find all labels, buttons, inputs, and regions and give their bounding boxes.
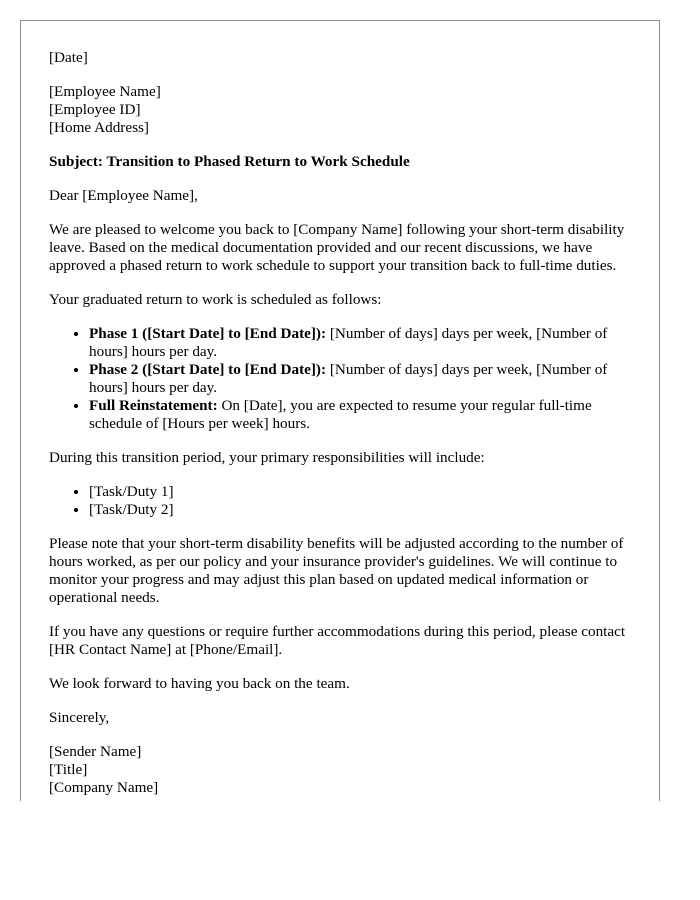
schedule-intro: Your graduated return to work is scheduled as follows: [49, 291, 382, 308]
schedule-item-text: [Number of days] days per week, [Number of hours] hours per day. [89, 361, 608, 396]
signoff: Sincerely, [49, 709, 110, 726]
letter-subject: Subject: Transition to Phased Return to Work Schedule [49, 153, 410, 170]
salutation: Dear [Employee Name], [49, 187, 198, 204]
duties-intro: During this transition period, your primary responsibilities will include: [49, 449, 485, 466]
benefits-paragraph: Please note that your short-term disability benefits will be adjusted according to the number of hours worked, as per our policy and your insurance provider's guidelines. We will continue to monitor your progress and may adjust this plan based on updated medical information or operational needs. [49, 535, 624, 606]
duties-list [49, 483, 633, 519]
schedule-item-text: [Number of days] days per week, [Number of hours] hours per day. [89, 325, 608, 360]
schedule-item-text: On [Date], you are expected to resume your regular full-time schedule of [Hours per week] hours. [89, 397, 592, 432]
letter-date: [Date] [49, 49, 88, 66]
schedule-item-label: Full Reinstatement: [89, 397, 218, 414]
duty-item: • [Task/Duty 2] [89, 501, 633, 519]
contact-paragraph: If you have any questions or require further accommodations during this period, please contact [HR Contact Name] at [Phone/Email]. [49, 623, 626, 658]
schedule-item [89, 397, 633, 433]
intro-paragraph: We are pleased to welcome you back to [Company Name] following your short-term disability leave. Based on the medical documentation provided and our recent discussions, we have approved a phased return to work schedule to support your transition back to full-time duties. [49, 221, 625, 274]
sender-block [49, 743, 633, 797]
recipient-block [49, 83, 633, 137]
sender-name: [Sender Name] [49, 743, 142, 760]
letter-page [20, 20, 660, 801]
schedule-item-label: Phase 1 ([Start Date] to [End Date]): [89, 325, 327, 342]
closing-line: We look forward to having you back on the team. [49, 675, 350, 692]
recipient-address: [Home Address] [49, 119, 149, 136]
schedule-item-label: Phase 2 ([Start Date] to [End Date]): [89, 361, 327, 378]
schedule-list [49, 325, 633, 433]
schedule-item [89, 361, 633, 397]
recipient-id: [Employee ID] [49, 101, 141, 118]
duty-item: • [Task/Duty 1] [89, 483, 633, 501]
sender-company: [Company Name] [49, 779, 159, 796]
sender-title: [Title] [49, 761, 88, 778]
schedule-item [89, 325, 633, 361]
letter-content [49, 49, 633, 801]
recipient-name: [Employee Name] [49, 83, 161, 100]
